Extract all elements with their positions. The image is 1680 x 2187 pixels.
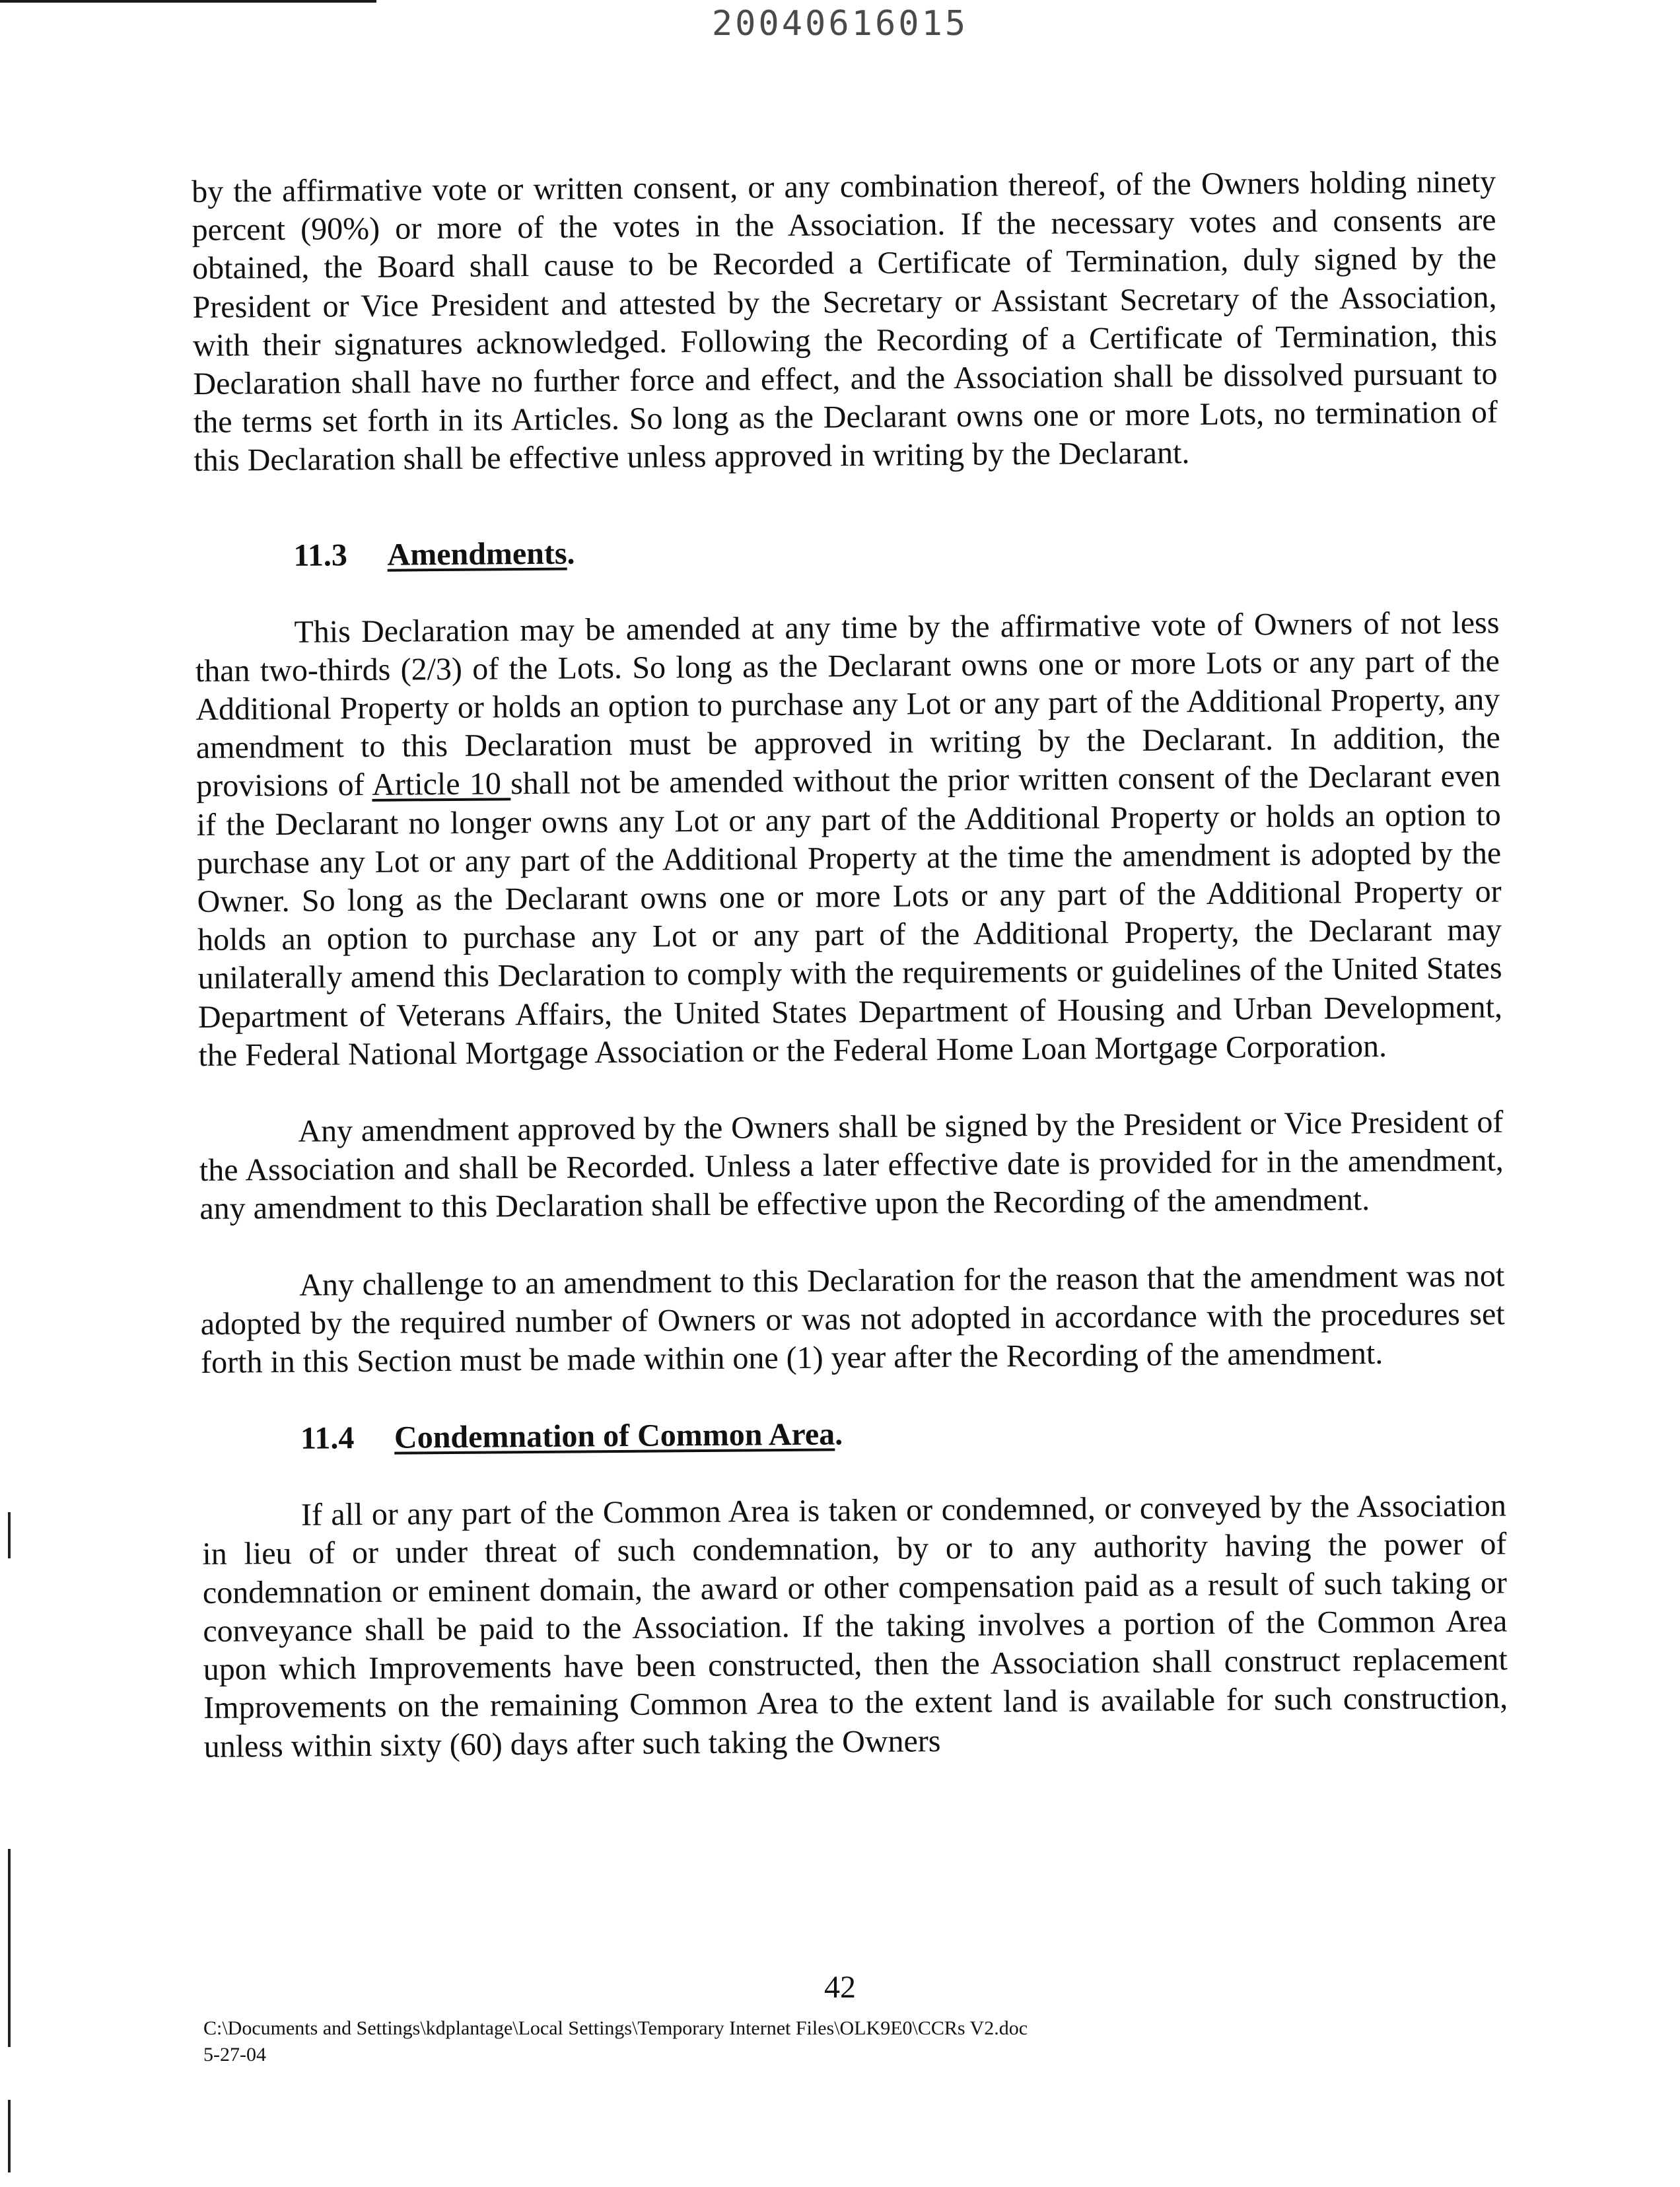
section-title: Condemnation of Common Area — [394, 1416, 835, 1455]
document-number: 20040616015 — [711, 4, 969, 44]
article-reference: Article 10 — [372, 766, 511, 803]
section-heading-11-3 — [293, 527, 1498, 574]
paragraph-condemnation: If all or any part of the Common Area is taken or condemned, or conveyed by the Association in lieu of or under threat of such condemnation, by or to any authority having the power of condemnation or eminent domain, the award or other compensation paid as a result of such taking or conveyance shall be paid to the Association. If the taking involves a portion of the Common Area upon which Improvements have been constructed, then the Association shall construct replacement Improvements on the remaining Common Area to the extent land is available for such construction, unless within sixty (60) days after such taking the Owners — [202, 1488, 1508, 1764]
footer-date: 5-27-04 — [203, 2044, 266, 2066]
text-run: This Declaration may be amended at any time by the affirmative vote of Owners of not less than two-thirds (2/3) of the Lots. So long as the Declarant owns one or more Lots or any part of the Additional Property or holds an option to purchase any Lot or any part of the Additional Property, any amendment to this Declaration must be approved in writing by the Declarant. In addition, the provisions of — [195, 605, 1500, 804]
scan-edge-mark — [8, 2100, 11, 2172]
paragraph-termination: by the affirmative vote or written consent, or any combination thereof, of the Owners holding ninety percent (90%) or more of the votes in the Association. If the necessary votes and consents are obtained, the Board shall cause to be Recorded a Certificate of Termination, duly signed by the President or Vice President and attested by the Secretary or Assistant Secretary of the Association, with their signatures acknowledged. Following the Recording of a Certificate of Termination, this Declaration shall have no further force and effect, and the Association shall be dissolved pursuant to the terms set forth in its Articles. So long as the Declarant owns one or more Lots, no termination of this Declaration shall be effective unless approved in writing by the Declarant. — [192, 164, 1498, 479]
section-title-punct: . — [567, 536, 575, 571]
section-title: Amendments — [387, 536, 567, 573]
scan-edge-mark — [8, 1849, 11, 2047]
footer-file-path: C:\Documents and Settings\kdplantage\Local Settings\Temporary Internet Files\OLK9E0\CCRs V2.doc — [203, 2017, 1028, 2039]
section-title-punct: . — [834, 1416, 843, 1452]
page-body — [192, 162, 1508, 1766]
section-number: 11.4 — [300, 1420, 355, 1457]
paragraph-amendments-3: Any challenge to an amendment to this Declaration for the reason that the amendment was not adopted by the required number of Owners or was not adopted in accordance with the procedures set forth in this Section must be made within one (1) year after the Recording of the amendment. — [200, 1258, 1505, 1381]
text-run: shall not be amended without the prior written consent of the Declarant even if the Declarant no longer owns any Lot or any part of the Additional Property or holds an option to purchase any Lot or any part of the Additional Property at the time the amendment is adopted by the Owner. So long as the Declarant owns one or more Lots or any part of the Additional Property or holds an option to purchase any Lot or any part of the Additional Property, the Declarant may unilaterally amend this Declaration to comply with the requirements or guidelines of the United States Department of Veterans Affairs, the United States Department of Housing and Urban Development, the Federal National Mortgage Association or the Federal Home Loan Mortgage Corporation. — [196, 758, 1503, 1073]
page-number: 42 — [824, 1970, 856, 2005]
paragraph-amendments-1 — [195, 604, 1502, 1075]
scan-edge-mark — [8, 1512, 11, 1558]
top-rule — [0, 0, 376, 3]
paragraph-amendments-2: Any amendment approved by the Owners shall be signed by the President or Vice President of the Association and shall be Recorded. Unless a later effective date is provided for in the amendment, any amendment to this Declaration shall be effective upon the Recording of the amendment. — [199, 1104, 1504, 1227]
section-number: 11.3 — [293, 537, 348, 573]
